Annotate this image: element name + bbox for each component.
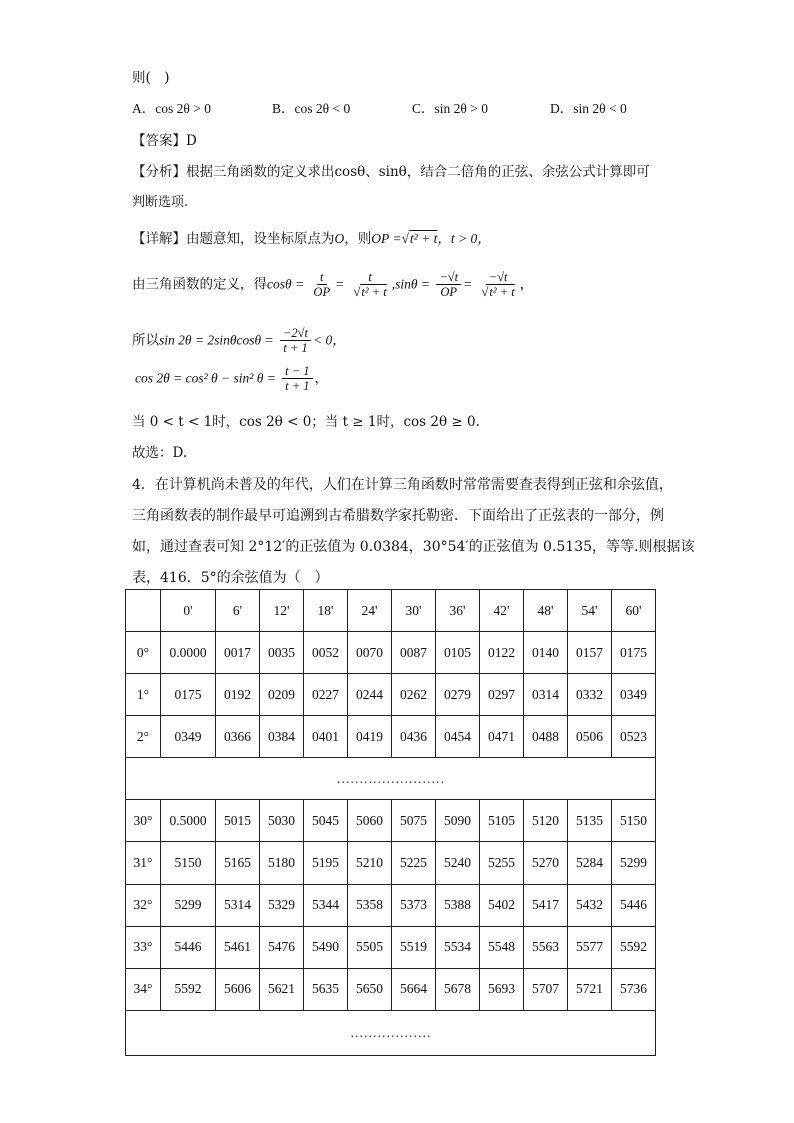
table-cell: 0175: [161, 674, 216, 716]
table-cell: 5045: [304, 800, 348, 842]
table-row-label: 0°: [126, 632, 161, 674]
table-cell: 0488: [524, 716, 568, 758]
table-row-label: 34°: [126, 968, 161, 1010]
table-header-cell: 36': [436, 590, 480, 632]
table-cell: 5446: [612, 884, 656, 926]
q4-line-3: 如，通过查表可知 2°12′的正弦值为 0.0384，30°54′的正弦值为 0.5135，等等.则根据该: [132, 539, 695, 555]
table-cell: 5592: [612, 926, 656, 968]
table-cell: 5314: [216, 884, 260, 926]
table-cell: 5577: [568, 926, 612, 968]
table-cell: 0175: [612, 632, 656, 674]
table-cell: 0314: [524, 674, 568, 716]
table-cell: 5476: [260, 926, 304, 968]
table-cell: 5060: [348, 800, 392, 842]
q4-line-1: 4．在计算机尚未普及的年代，人们在计算三角函数时常常需要查表得到正弦和余弦值，: [132, 477, 673, 493]
table-header-cell: 18': [304, 590, 348, 632]
table-cell: 5606: [216, 968, 260, 1010]
table-cell: 5678: [436, 968, 480, 1010]
table-cell: 0471: [480, 716, 524, 758]
table-cell: 5548: [480, 926, 524, 968]
table-header-cell: 24': [348, 590, 392, 632]
table-cell: 5135: [568, 800, 612, 842]
table-cell: 5299: [612, 842, 656, 884]
detail-line-2: 由三角函数的定义，得cosθ = $\frac{t}{OP}$ = $\frac{t}{\text{√t² + t}}$ ,sinθ = $\frac{-√t}{OP}$ = $\frac{-√t}{\text{√t² + t}}$ ，: [132, 270, 534, 300]
table-cell: 0017: [216, 632, 260, 674]
table-header-cell: 42': [480, 590, 524, 632]
option-b: B．cos 2θ < 0: [272, 101, 351, 116]
table-cell: 5030: [260, 800, 304, 842]
table-cell: 5446: [161, 926, 216, 968]
table-cell: 0209: [260, 674, 304, 716]
table-cell: 0279: [436, 674, 480, 716]
q4-line-4: 表，416．5°的余弦值为（ ）: [132, 570, 329, 586]
option-a: A．cos 2θ > 0: [132, 101, 211, 116]
table-cell: 5388: [436, 884, 480, 926]
option-d: D．sin 2θ < 0: [550, 101, 627, 116]
table-cell: 5432: [568, 884, 612, 926]
table-cell: 5358: [348, 884, 392, 926]
table-cell: 5284: [568, 842, 612, 884]
detail-line-5: 当 0 < t < 1时，cos 2θ < 0；当 t ≥ 1时，cos 2θ ≥ 0.: [132, 414, 480, 430]
q4-line-2: 三角函数表的制作最早可追溯到古希腊数学家托勒密．下面给出了正弦表的一部分，例: [132, 508, 664, 524]
table-cell: 5180: [260, 842, 304, 884]
table-cell: 5736: [612, 968, 656, 1010]
table-cell: 5075: [392, 800, 436, 842]
table-header-cell: 60': [612, 590, 656, 632]
table-header-cell: 0': [161, 590, 216, 632]
table-cell: 0454: [436, 716, 480, 758]
table-cell: 5165: [216, 842, 260, 884]
table-gap-row: [126, 758, 656, 800]
table-header-cell: 30': [392, 590, 436, 632]
table-header-cell: 54': [568, 590, 612, 632]
table-cell: 5534: [436, 926, 480, 968]
detail-line-4: cos 2θ = cos² θ − sin² θ = $\frac{t - 1}{t + 1}$ ，: [135, 364, 329, 394]
table-row: [126, 926, 656, 968]
table-cell: 5090: [436, 800, 480, 842]
table-header-row: [126, 590, 656, 632]
table-cell: 0506: [568, 716, 612, 758]
table-row: [126, 842, 656, 884]
table-cell: 0227: [304, 674, 348, 716]
table-row: [126, 632, 656, 674]
table-cell: 0436: [392, 716, 436, 758]
table-cell: 0157: [568, 632, 612, 674]
table-header-cell: 12': [260, 590, 304, 632]
table-cell: 0244: [348, 674, 392, 716]
table-cell: 5721: [568, 968, 612, 1010]
table-row: [126, 968, 656, 1010]
option-c: C．sin 2θ > 0: [412, 101, 488, 116]
table-cell: 0122: [480, 632, 524, 674]
q3-stem-tail: 则( ): [132, 70, 170, 86]
analysis-line-1: 【分析】根据三角函数的定义求出cosθ、sinθ，结合二倍角的正弦、余弦公式计算即可: [132, 164, 650, 180]
table-cell: 0366: [216, 716, 260, 758]
table-row: [126, 674, 656, 716]
table-cell: 0087: [392, 632, 436, 674]
table-row: [126, 800, 656, 842]
table-cell: 0035: [260, 632, 304, 674]
table-cell: 0052: [304, 632, 348, 674]
table-row-label: 32°: [126, 884, 161, 926]
table-row: [126, 884, 656, 926]
table-cell: 0401: [304, 716, 348, 758]
table-cell: 5373: [392, 884, 436, 926]
table-cell: 5650: [348, 968, 392, 1010]
table-row-label: 2°: [126, 716, 161, 758]
analysis-line-2: 判断选项.: [132, 195, 189, 210]
detail-line-3: 所以sin 2θ = 2sinθcosθ = $\frac{-2√t}{t + 1}$ < 0，: [132, 326, 346, 356]
table-cell: 0262: [392, 674, 436, 716]
table-row: [126, 716, 656, 758]
table-cell: 5329: [260, 884, 304, 926]
ellipsis-row-1: ……………………: [126, 758, 656, 800]
sine-table: [125, 589, 656, 1056]
answer-line: 【答案】D: [132, 133, 197, 149]
table-cell: 0105: [436, 632, 480, 674]
table-cell: 5344: [304, 884, 348, 926]
table-cell: 5299: [161, 884, 216, 926]
table-row-label: 31°: [126, 842, 161, 884]
table-cell: 5664: [392, 968, 436, 1010]
table-header-cell: 6': [216, 590, 260, 632]
table-cell: 5240: [436, 842, 480, 884]
ellipsis-row-2: ………………: [126, 1010, 656, 1055]
table-cell: 0384: [260, 716, 304, 758]
table-cell: 5105: [480, 800, 524, 842]
table-cell: 5195: [304, 842, 348, 884]
table-cell: 5519: [392, 926, 436, 968]
table-cell: 0297: [480, 674, 524, 716]
table-row-label: 33°: [126, 926, 161, 968]
table-cell: 5707: [524, 968, 568, 1010]
table-cell: 5505: [348, 926, 392, 968]
table-cell: 0349: [161, 716, 216, 758]
detail-line-6: 故选：D.: [132, 445, 188, 461]
table-cell: 5150: [612, 800, 656, 842]
table-cell: 0.5000: [161, 800, 216, 842]
table-cell: 5490: [304, 926, 348, 968]
detail-line-1: 【详解】由题意知，设坐标原点为O，则OP =√t² + t，t > 0，: [132, 231, 491, 247]
table-cell: 0419: [348, 716, 392, 758]
table-cell: 5225: [392, 842, 436, 884]
table-cell: 5270: [524, 842, 568, 884]
table-row-label: 1°: [126, 674, 161, 716]
table-cell: 0.0000: [161, 632, 216, 674]
table-cell: 5693: [480, 968, 524, 1010]
table-cell: 0192: [216, 674, 260, 716]
table-cell: 5592: [161, 968, 216, 1010]
table-cell: 5015: [216, 800, 260, 842]
table-cell: 0523: [612, 716, 656, 758]
table-corner-cell: [126, 590, 161, 632]
table-header-cell: 48': [524, 590, 568, 632]
table-cell: 5563: [524, 926, 568, 968]
table-cell: 5635: [304, 968, 348, 1010]
table-row-label: 30°: [126, 800, 161, 842]
table-cell: 5621: [260, 968, 304, 1010]
table-cell: 5461: [216, 926, 260, 968]
table-cell: 5120: [524, 800, 568, 842]
table-gap-row: [126, 1010, 656, 1055]
table-cell: 5402: [480, 884, 524, 926]
table-cell: 5210: [348, 842, 392, 884]
table-cell: 5255: [480, 842, 524, 884]
table-cell: 5150: [161, 842, 216, 884]
table-cell: 0332: [568, 674, 612, 716]
table-cell: 0349: [612, 674, 656, 716]
table-cell: 5417: [524, 884, 568, 926]
table-cell: 0140: [524, 632, 568, 674]
table-cell: 0070: [348, 632, 392, 674]
